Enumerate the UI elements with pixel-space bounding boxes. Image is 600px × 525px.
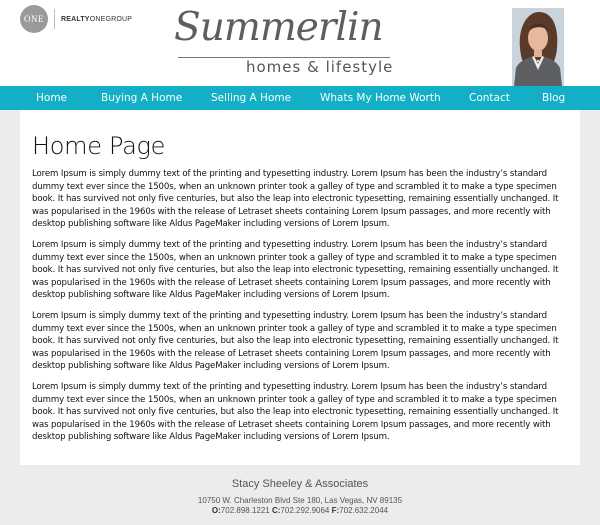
- nav-buying-a-home[interactable]: Buying A Home: [101, 92, 183, 104]
- nav-whats-my-home-worth[interactable]: Whats My Home Worth: [320, 92, 441, 104]
- brand-script-text: Summerlin: [174, 5, 383, 50]
- nav-selling-a-home[interactable]: Selling A Home: [211, 92, 292, 104]
- main-content: [20, 110, 580, 465]
- cell-phone[interactable]: 702.292.9064: [280, 506, 330, 515]
- fax-number: 702.632.2044: [339, 506, 389, 515]
- realty-one-logo[interactable]: [20, 5, 132, 33]
- footer-phones: [0, 506, 600, 515]
- one-logo-circle: [20, 5, 48, 33]
- site-header: [0, 0, 600, 86]
- summerlin-brand-logo[interactable]: [160, 5, 395, 82]
- cell-phone-label: C:: [271, 506, 281, 515]
- logo-divider: [54, 9, 55, 29]
- body-paragraph: Lorem Ipsum is simply dummy text of the printing and typesetting industry. Lorem Ipsum has been the industry’s standard dummy text ever since the 1500s, when an unknown printer took a galley of type and scrambled it to make a type specimen book. It has survived not only five centuries, but also the leap into electronic typesetting, remaining essentially unchanged. It was popularised in the 1960s with the release of Letraset sheets containing Lorem Ipsum passages, and more recently with desktop publishing software like Aldus PageMaker including versions of Lorem Ipsum.: [32, 382, 559, 443]
- body-paragraph: Lorem Ipsum is simply dummy text of the printing and typesetting industry. Lorem Ipsum has been the industry’s standard dummy text ever since the 1500s, when an unknown printer took a galley of type and scrambled it to make a type specimen book. It has survived not only five centuries, but also the leap into electronic typesetting, remaining essentially unchanged. It was popularised in the 1960s with the release of Letraset sheets containing Lorem Ipsum passages, and more recently with desktop publishing software like Aldus PageMaker including versions of Lorem Ipsum.: [32, 169, 559, 230]
- realty-brand-main: ONEGROUP: [89, 15, 133, 23]
- office-phone[interactable]: 702.898.1221: [220, 506, 270, 515]
- office-phone-label: O:: [211, 506, 221, 515]
- page-title: Home Page: [32, 132, 166, 160]
- footer-company-name: Stacy Sheeley & Associates: [231, 478, 369, 490]
- nav-contact[interactable]: Contact: [469, 92, 510, 104]
- realty-one-group-text: [61, 16, 132, 23]
- fax-label: F:: [331, 506, 340, 515]
- body-paragraph: Lorem Ipsum is simply dummy text of the printing and typesetting industry. Lorem Ipsum has been the industry’s standard dummy text ever since the 1500s, when an unknown printer took a galley of type and scrambled it to make a type specimen book. It has survived not only five centuries, but also the leap into electronic typesetting, remaining essentially unchanged. It was popularised in the 1960s with the release of Letraset sheets containing Lorem Ipsum passages, and more recently with desktop publishing software like Aldus PageMaker including versions of Lorem Ipsum.: [32, 311, 559, 372]
- nav-home[interactable]: Home: [36, 92, 68, 104]
- footer-address: 10750 W. Charleston Blvd Ste 180, Las Vegas, NV 89135: [197, 496, 403, 505]
- main-navigation: [0, 86, 600, 110]
- one-logo-text: ONE: [24, 14, 44, 24]
- agent-portrait-image: [512, 8, 564, 86]
- agent-photo: [512, 8, 564, 86]
- brand-subtitle: homes & lifestyle: [246, 58, 394, 76]
- realty-brand-prefix: REALTY: [61, 15, 90, 23]
- body-paragraph: Lorem Ipsum is simply dummy text of the printing and typesetting industry. Lorem Ipsum has been the industry’s standard dummy text ever since the 1500s, when an unknown printer took a galley of type and scrambled it to make a type specimen book. It has survived not only five centuries, but also the leap into electronic typesetting, remaining essentially unchanged. It was popularised in the 1960s with the release of Letraset sheets containing Lorem Ipsum passages, and more recently with desktop publishing software like Aldus PageMaker including versions of Lorem Ipsum.: [32, 240, 559, 301]
- nav-blog[interactable]: Blog: [542, 92, 566, 104]
